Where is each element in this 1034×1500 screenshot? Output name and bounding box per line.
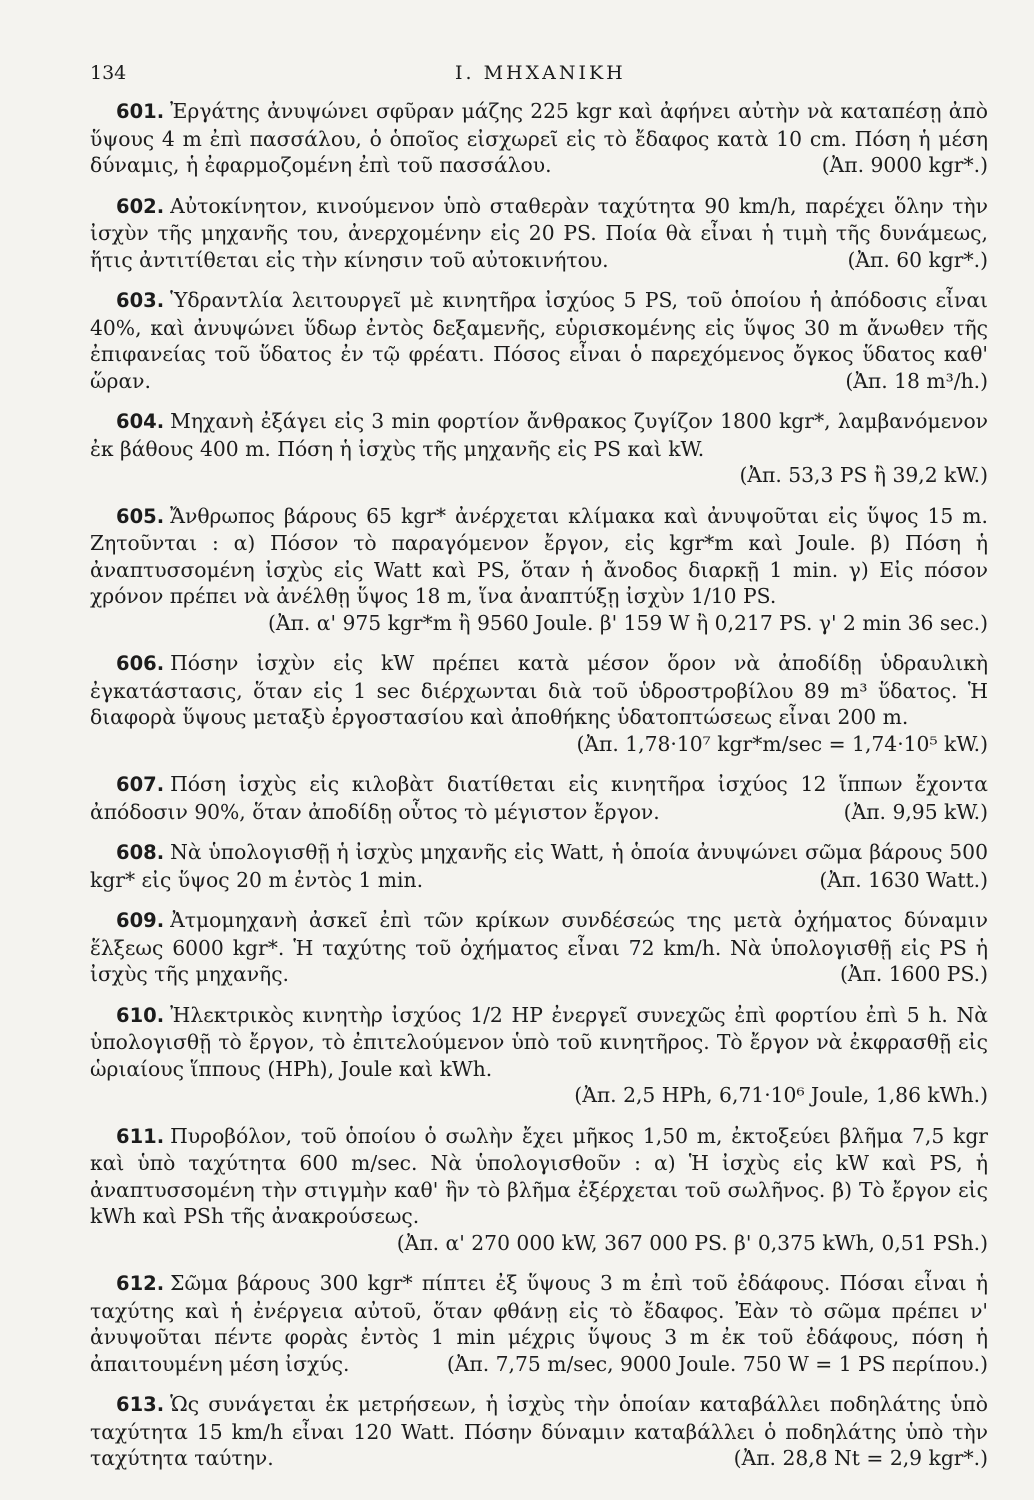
problem-603 <box>90 287 988 394</box>
problem-text: Μηχανὴ ἐξάγει εἰς 3 min φορτίον ἄνθρακος ζυγίζον 1800 kgr*, λαμβανόμενον ἐκ βάθους 400 m. Πόση ἡ ἰσχὺς τῆς μηχανῆς εἰς PS καὶ kW. <box>90 409 988 461</box>
problem-text: Πυροβόλον, τοῦ ὁποίου ὁ σωλὴν ἔχει μῆκος 1,50 m, ἐκτοξεύει βλῆμα 7,5 kgr καὶ ὑπὸ ταχύτητα 600 m/sec. Νὰ ὑπολογισθοῦν : α) Ἡ ἰσχὺς εἰς kW καὶ PS, ἡ ἀναπτυσσομένη τὴν στιγμὴν καθ' ἣν τὸ βλῆμα ἐξέρχεται τοῦ σωλῆνος. β) Τὸ ἔργον εἰς kWh καὶ PSh τῆς ἀνακρούσεως. <box>90 1123 988 1228</box>
running-head <box>90 54 988 88</box>
problem-606 <box>90 650 988 757</box>
problem-text: Σῶμα βάρους 300 kgr* πίπτει ἐξ ὕψους 3 m ἐπὶ τοῦ ἐδάφους. Πόσαι εἶναι ἡ ταχύτης καὶ ἡ ἐνέργεια αὐτοῦ, ὅταν φθάνῃ εἰς τὸ ἔδαφος. Ἐὰν τὸ σῶμα πρέπει ν' ἀνυψοῦται πέντε φορὰς ἐντὸς 1 min μέχρις ὕψους 3 m ἐκ τοῦ ἐδάφους, πόση ἡ ἀπαιτουμένη μέση ἰσχύς. <box>90 1271 988 1376</box>
problem-answer: (Ἀπ. 1630 Watt.) <box>819 867 988 892</box>
problem-609 <box>90 907 988 988</box>
problem-text: Νὰ ὑπολογισθῇ ἡ ἰσχὺς μηχανῆς εἰς Watt, ἡ ὁποία ἀνυψώνει σῶμα βάρους 500 kgr* εἰς ὕψος 20 m ἐντὸς 1 min. <box>90 840 988 892</box>
problem-number: 606. <box>116 652 165 675</box>
problem-number: 602. <box>116 194 165 218</box>
problem-answer: (Ἀπ. 60 kgr*.) <box>847 247 988 272</box>
problem-number: 608. <box>116 841 165 864</box>
problem-text: Ἐργάτης ἀνυψώνει σφῦραν μάζης 225 kgr καὶ ἀφήνει αὐτὴν νὰ καταπέσῃ ἀπὸ ὕψους 4 m ἐπὶ πασσάλου, ὁ ὁποῖος εἰσχωρεῖ εἰς τὸ ἔδαφος κατὰ 10 cm. Πόση ἡ μέση δύναμις, ἡ ἐφαρμοζομένη ἐπὶ τοῦ πασσάλου. <box>90 99 988 177</box>
problem-text: Αὐτοκίνητον, κινούμενον ὑπὸ σταθερὰν ταχύτητα 90 km/h, παρέχει ὅλην τὴν ἰσχὺν τῆς μηχανῆς του, ἀνερχομένην εἰς 20 PS. Ποία θὰ εἶναι ἡ τιμὴ τῆς δυνάμεως, ἥτις ἀντιτίθεται εἰς τὴν κίνησιν τοῦ αὐτοκινήτου. <box>90 193 988 272</box>
problem-text: Ὡς συνάγεται ἐκ μετρήσεων, ἡ ἰσχὺς τὴν ὁποίαν καταβάλλει ποδηλάτης ὑπὸ ταχύτητα 15 km/h εἶναι 120 Watt. Πόσην δύναμιν καταβάλλει ὁ ποδηλάτης ὑπὸ τὴν ταχύτητα ταύτην. <box>90 1392 988 1470</box>
problem-answer: (Ἀπ. 28,8 Nt = 2,9 kgr*.) <box>733 1446 988 1470</box>
problem-number: 613. <box>116 1393 165 1416</box>
problem-608 <box>90 839 988 893</box>
problem-text: Πόσην ἰσχὺν εἰς kW πρέπει κατὰ μέσον ὅρον νὰ ἀποδίδῃ ὑδραυλικὴ ἐγκατάστασις, ὅταν εἰς 1 sec διέρχωνται διὰ τοῦ ὑδροστροβίλου 89 m³ ὕδατος. Ἡ διαφορὰ ὕψους μεταξὺ ἐργοστασίου καὶ ἀποθήκης ὑδατοπτώσεως εἶναι 200 m. <box>90 651 988 729</box>
problem-answer: (Ἀπ. 9000 kgr*.) <box>821 153 988 177</box>
problem-607 <box>90 771 988 825</box>
problem-list <box>90 98 988 1472</box>
chapter-title: I. ΜΗΧΑΝΙΚΗ <box>455 62 626 84</box>
problem-text: Ἄνθρωπος βάρους 65 kgr* ἀνέρχεται κλίμακα καὶ ἀνυψοῦται εἰς ὕψος 15 m. Ζητοῦνται : α) Πόσον τὸ παραγόμενον ἔργον, εἰς kgr*m καὶ Joule. β) Πόση ἡ ἀναπτυσσομένη ἰσχὺς εἰς Watt καὶ PS, ὅταν ἡ ἄνοδος διαρκῇ 1 min. γ) Εἰς πόσον χρόνον πρέπει νὰ ἀνέλθῃ ὕψος 18 m, ἵνα ἀναπτύξῃ ἰσχὺν 1/10 PS. <box>90 503 988 608</box>
problem-number: 601. <box>116 100 165 123</box>
problem-answer: (Ἀπ. 9,95 kW.) <box>843 799 988 824</box>
problem-number: 604. <box>116 410 165 433</box>
problem-602 <box>90 193 988 274</box>
problem-answer: (Ἀπ. 1600 PS.) <box>839 962 988 986</box>
problem-text: Πόση ἰσχὺς εἰς κιλοβὰτ διατίθεται εἰς κινητῆρα ἰσχύος 12 ἵππων ἔχοντα ἀπόδοσιν 90%, ὅταν ἀποδίδῃ οὗτος τὸ μέγιστον ἔργον. <box>90 772 988 824</box>
problem-610 <box>90 1002 988 1109</box>
problem-number: 610. <box>116 1003 165 1027</box>
problem-number: 612. <box>116 1272 165 1295</box>
problem-605 <box>90 503 988 637</box>
problem-number: 611. <box>116 1124 165 1148</box>
problem-number: 605. <box>116 504 165 528</box>
problem-answer: (Ἀπ. 1,78·10⁷ kgr*m/sec = 1,74·10⁵ kW.) <box>576 731 988 756</box>
problem-answer: (Ἀπ. 53,3 PS ἢ 39,2 kW.) <box>739 463 988 487</box>
problem-601 <box>90 98 988 179</box>
problem-number: 609. <box>116 909 165 932</box>
problem-number: 603. <box>116 289 165 312</box>
problem-604 <box>90 408 988 489</box>
problem-number: 607. <box>116 773 165 796</box>
problem-text: Ἠλεκτρικὸς κινητὴρ ἰσχύος 1/2 HP ἐνεργεῖ συνεχῶς ἐπὶ φορτίου ἐπὶ 5 h. Νὰ ὑπολογισθῇ τὸ ἔργον, τὸ ἐπιτελούμενον ὑπὸ τοῦ κινητῆρος. Τὸ ἔργον νὰ ἐκφρασθῇ εἰς ὡριαίους ἵππους (HPh), Joule καὶ kWh. <box>90 1002 988 1081</box>
problem-answer: (Ἀπ. α' 975 kgr*m ἢ 9560 Joule. β' 159 W ἢ 0,217 PS. γ' 2 min 36 sec.) <box>267 610 988 635</box>
problem-text: Ἀτμομηχανὴ ἀσκεῖ ἐπὶ τῶν κρίκων συνδέσεώς της μετὰ ὀχήματος δύναμιν ἕλξεως 6000 kgr*. Ἡ ταχύτης τοῦ ὀχήματος εἶναι 72 km/h. Νὰ ὑπολογισθῇ εἰς PS ἡ ἰσχὺς τῆς μηχανῆς. <box>90 908 988 986</box>
problem-answer: (Ἀπ. 7,75 m/sec, 9000 Joule. 750 W = 1 PS περίπου.) <box>446 1351 988 1376</box>
page-number: 134 <box>90 62 127 84</box>
problem-answer: (Ἀπ. 2,5 HPh, 6,71·10⁶ Joule, 1,86 kWh.) <box>574 1083 988 1107</box>
problem-answer: (Ἀπ. α' 270 000 kW, 367 000 PS. β' 0,375 kWh, 0,51 PSh.) <box>396 1230 988 1255</box>
problem-answer: (Ἀπ. 18 m³/h.) <box>845 368 988 393</box>
problem-text: Ὑδραντλία λειτουργεῖ μὲ κινητῆρα ἰσχύος 5 PS, τοῦ ὁποίου ἡ ἀπόδοσις εἶναι 40%, καὶ ἀνυψώνει ὕδωρ ἐντὸς δεξαμενῆς, εὑρισκομένης εἰς ὕψος 30 m ἄνωθεν τῆς ἐπιφανείας τοῦ ὕδατος ἐν τῷ φρέατι. Πόσος εἶναι ὁ παρεχόμενος ὄγκος ὕδατος καθ' ὥραν. <box>90 288 988 393</box>
problem-612 <box>90 1270 988 1377</box>
problem-611 <box>90 1123 988 1257</box>
problem-613 <box>90 1391 988 1472</box>
